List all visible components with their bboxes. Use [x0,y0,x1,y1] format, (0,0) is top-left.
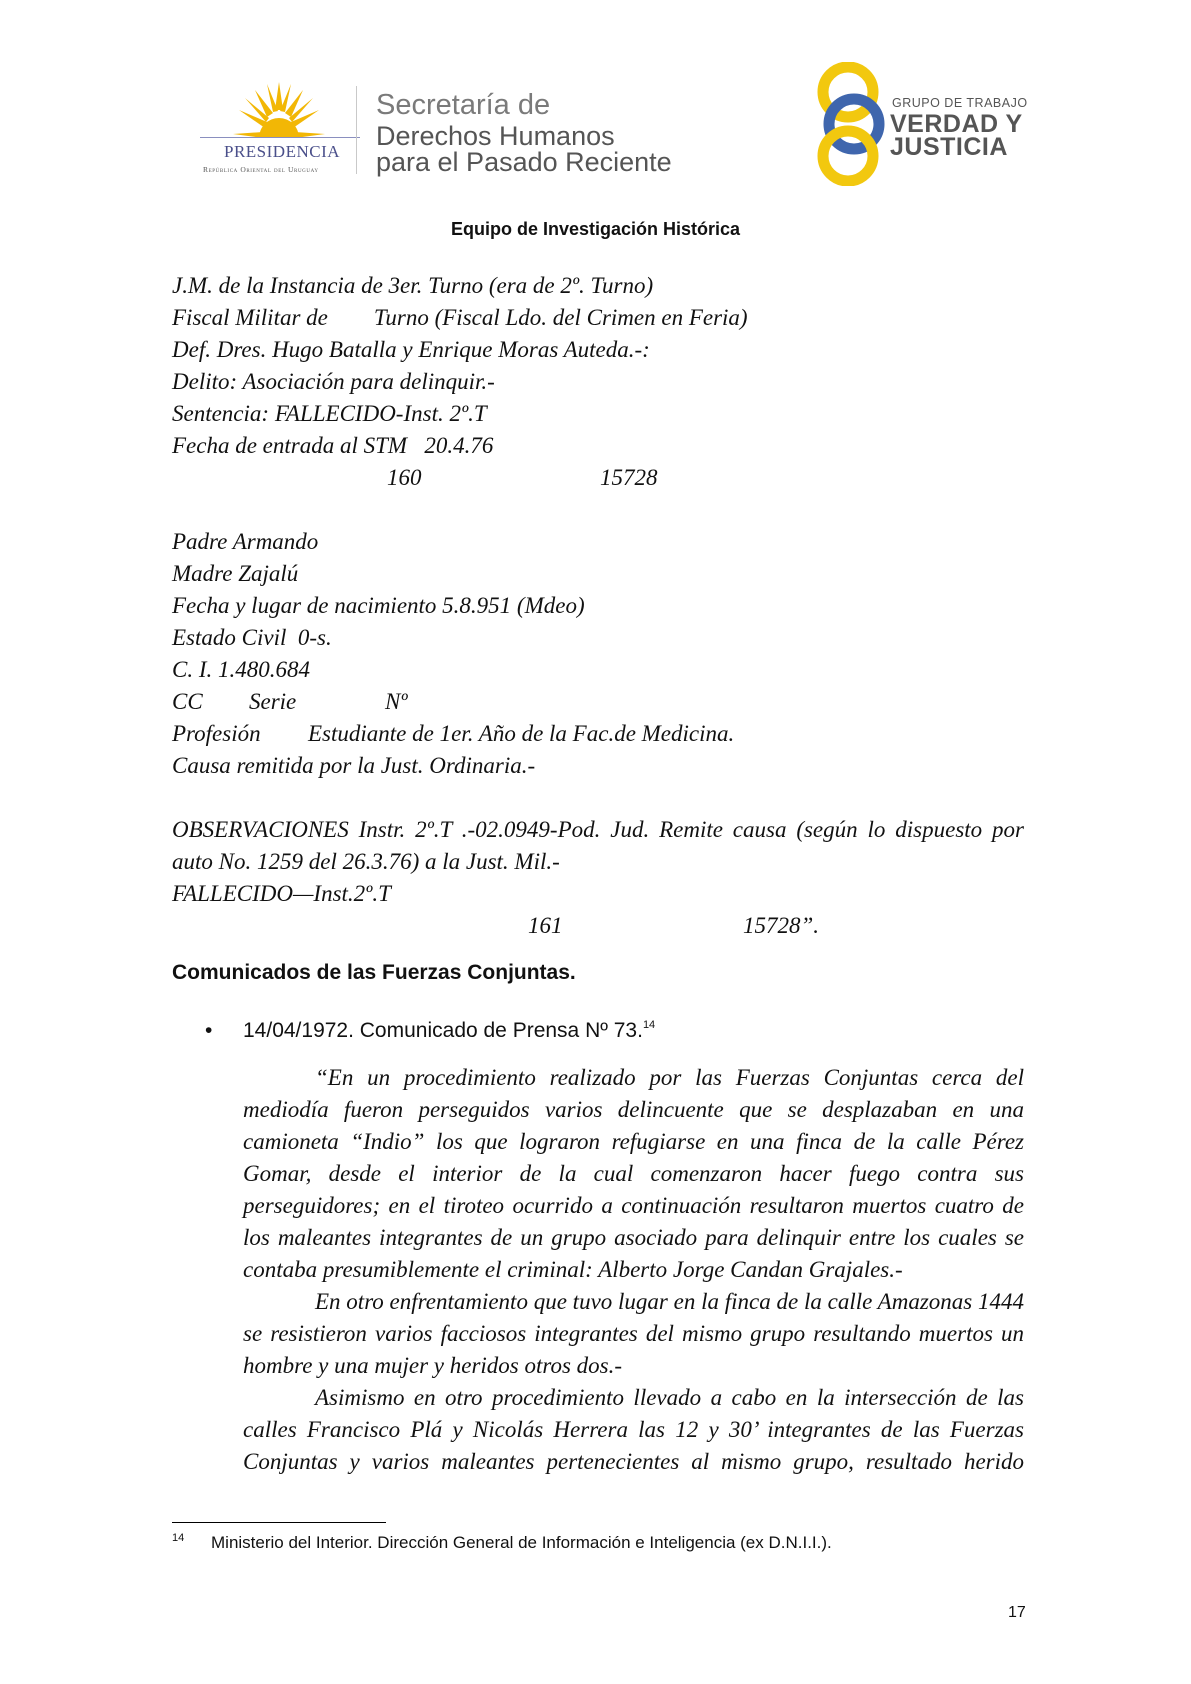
bullet-marker: • [205,1019,213,1042]
quote-paragraph-2: En otro enfrentamiento que tuvo lugar en la finca de la calle Amazonas 1444 se resistieron varios facciosos integrantes del mismo grupo resultando muertos un hombre y una mujer y heridos otros dos.- [243,1289,1024,1378]
grupo-trabajo-label: GRUPO DE TRABAJO [892,96,1028,110]
footnote-separator [172,1522,386,1523]
record-ref-a: 160 [387,465,422,490]
personal-nacimiento: Fecha y lugar de nacimiento 5.8.951 (Mdeo) [172,593,585,618]
record-line-fiscal: Fiscal Militar de Turno (Fiscal Ldo. del Crimen en Feria) [172,305,748,330]
quote-block [243,1062,1024,1478]
presidencia-subtitle: República Oriental del Uruguay [203,165,319,174]
record-line-fecha-entrada: Fecha de entrada al STM 20.4.76 [172,433,494,458]
personal-num-label: Nº [385,689,408,714]
personal-cc-label: CC [172,689,203,714]
presidencia-rule [200,137,360,138]
secretaria-line-3: para el Pasado Reciente [376,147,672,177]
section-heading: Comunicados de las Fuerzas Conjuntas. [172,961,576,984]
secretaria-line-2: Derechos Humanos [376,121,615,151]
footnote-text: Ministerio del Interior. Dirección General de Información e Inteligencia (ex D.N.I.I.). [211,1533,832,1552]
linked-rings-logo-icon [812,62,890,186]
page-number: 17 [1008,1604,1026,1621]
record-line-defensa: Def. Dres. Hugo Batalla y Enrique Moras Auteda.-: [172,337,650,362]
personal-padre: Padre Armando [172,529,319,554]
personal-profesion-value: Estudiante de 1er. Año de la Fac.de Medicina. [308,721,735,746]
footnote-number: 14 [172,1532,185,1544]
footnote-ref-link[interactable]: 14 [642,1019,656,1031]
personal-ci: C. I. 1.480.684 [172,657,310,682]
team-title: Equipo de Investigación Histórica [450,219,741,239]
presidencia-label: PRESIDENCIA [224,142,341,161]
header-divider [356,86,357,174]
personal-serie-label: Serie [249,689,297,714]
justicia-label: JUSTICIA [890,133,1008,161]
record-ref-b: 15728 [600,465,658,490]
observaciones-fallecido: FALLECIDO—Inst.2º.T [172,881,391,906]
bullet-item [243,1019,655,1043]
record-line-delito: Delito: Asociación para delinquir.- [172,369,495,394]
observaciones-paragraph: OBSERVACIONES Instr. 2º.T .-02.0949-Pod. Jud. Remite causa (según lo dispuesto por auto No. 1259 del 26.3.76) a la Just. Mil.- [172,817,1024,874]
observaciones-ref-a: 161 [528,913,563,938]
observaciones-ref-b: 15728”. [743,913,820,938]
sun-emblem-icon [233,80,325,142]
verdad-label: VERDAD Y [890,110,1023,138]
personal-estado-civil: Estado Civil 0-s. [172,625,332,650]
record-line-jm: J.M. de la Instancia de 3er. Turno (era de 2º. Turno) [172,273,654,298]
record-line-sentencia: Sentencia: FALLECIDO-Inst. 2º.T [172,401,487,426]
secretaria-line-1: Secretaría de [376,89,551,121]
quote-paragraph-3: Asimismo en otro procedimiento llevado a cabo en la intersección de las calles Francisco Plá y Nicolás Herrera las 12 y 30’ integrantes de las Fuerzas Conjuntas y varios maleantes pertenecientes al mismo grupo, resultado herido [243,1385,1024,1474]
personal-profesion-label: Profesión [172,721,261,746]
header [0,0,1191,239]
bullet-item-text: 14/04/1972. Comunicado de Prensa Nº 73. [243,1019,643,1042]
personal-causa: Causa remitida por la Just. Ordinaria.- [172,753,536,778]
personal-madre: Madre Zajalú [172,561,299,586]
quote-paragraph-1: “En un procedimiento realizado por las Fuerzas Conjuntas cerca del mediodía fueron perseguidos varios delincuente que se desplazaban en una camioneta “Indio” los que lograron refugiarse en una finca de la calle Pérez Gomar, desde el interior de la cual comenzaron hacer fuego contra sus perseguidores; en el tiroteo ocurrido a continuación resultaron muertos cuatro de los maleantes integrantes de un grupo asociado para delinquir entre los cuales se contaba presumiblemente el criminal: Alberto Jorge Candan Grajales.- [243,1065,1024,1282]
